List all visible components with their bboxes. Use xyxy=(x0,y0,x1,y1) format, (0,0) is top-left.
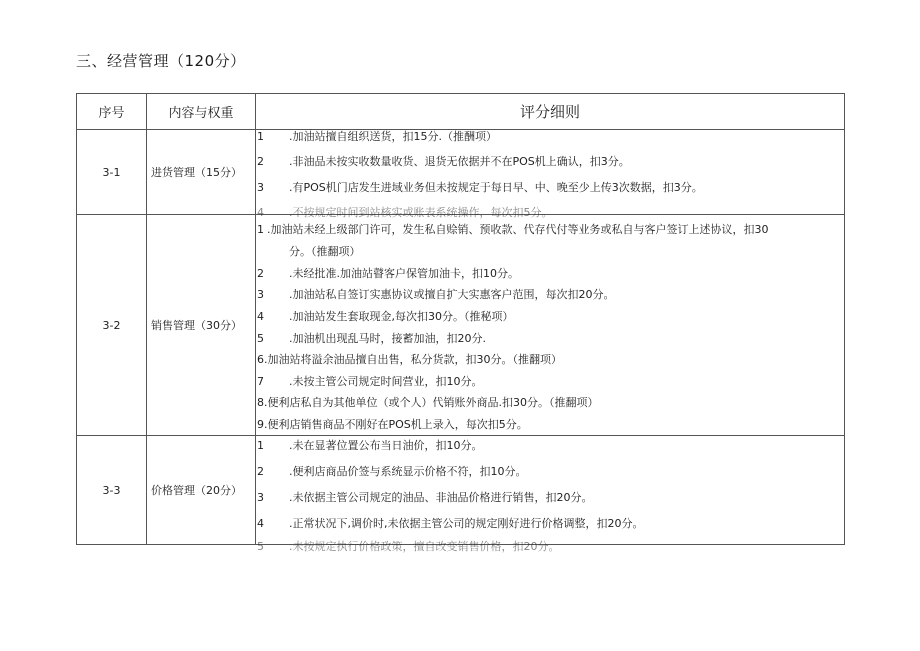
header-seq: 序号 xyxy=(98,106,125,121)
row-content: 价格管理（20分） xyxy=(151,484,242,497)
header-detail: 评分细则 xyxy=(519,103,580,121)
row-seq: 3-3 xyxy=(102,483,121,497)
row-seq: 3-1 xyxy=(102,165,121,179)
row-content: 销售管理（30分） xyxy=(151,319,242,332)
detail-line: 5 .加油机出现乱马时，接蓄加油，扣20分. xyxy=(257,332,486,345)
detail-line: 2 .未经批准.加油站瞽客户保管加油卡，扣10分。 xyxy=(257,267,519,280)
detail-line: 分。（推翻项） xyxy=(289,245,361,258)
scoring-table xyxy=(76,93,845,553)
detail-line: 4 .加油站发生套取现金,每次扣30分。（推秘项） xyxy=(257,310,514,323)
detail-line: 7 .未按主管公司规定时间营业，扣10分。 xyxy=(257,375,483,388)
section-title: 三、经营管理（120分） xyxy=(76,52,246,70)
row-detail xyxy=(255,130,844,219)
detail-line: 4 .不按规定时间到站核实或账表系统操作，每次扣5分。 xyxy=(257,206,553,219)
detail-line: 1 .未在显著位置公布当日油价，扣10分。 xyxy=(257,439,483,452)
detail-line: 3 .加油站私自签订实惠协议或擅自扩大实惠客户范围，每次扣20分。 xyxy=(257,288,615,301)
detail-line: 1 .加油站未经上级部门许可，发生私自赊销、预收款、代存代付等业务或私自与客户签订上述协议，扣30 xyxy=(257,223,769,236)
header-content: 内容与权重 xyxy=(168,106,234,121)
row-detail xyxy=(255,436,844,553)
row-detail xyxy=(255,215,844,435)
row-seq: 3-2 xyxy=(102,318,121,332)
detail-line: 1 .加油站擅自组织送货，扣15分.（推酬项） xyxy=(257,130,497,143)
detail-line: 4 .正常状况下,调价时,未依据主管公司的规定刚好进行价格调整，扣20分。 xyxy=(257,517,644,530)
detail-line: 2 .非油品未按实收数量收货、退货无依据并不在POS机上确认，扣3分。 xyxy=(257,155,630,168)
detail-line: 8.便利店私自为其他单位（或个人）代销账外商品.扣30分。（推翻项） xyxy=(257,396,599,409)
detail-line: 3 .未依据主管公司规定的油品、非油品价格进行销售，扣20分。 xyxy=(257,491,593,504)
detail-line: 3 .有POS机门店发生进域业务但未按规定于每日早、中、晚至少上传3次数据，扣3分。 xyxy=(257,181,703,194)
detail-line: 5 .未按规定执行价格政策，擅自改变销售价格，扣20分。 xyxy=(257,540,560,553)
detail-line: 6.加油站将溢余油品擅自出售，私分货款，扣30分。（推翻项） xyxy=(257,353,562,366)
detail-line: 2 .便利店商品价签与系统显示价格不符，扣10分。 xyxy=(257,465,527,478)
detail-line: 9.便利店销售商品不刚好在POS机上录入，每次扣5分。 xyxy=(257,418,528,431)
row-content: 进货管理（15分） xyxy=(151,166,242,179)
